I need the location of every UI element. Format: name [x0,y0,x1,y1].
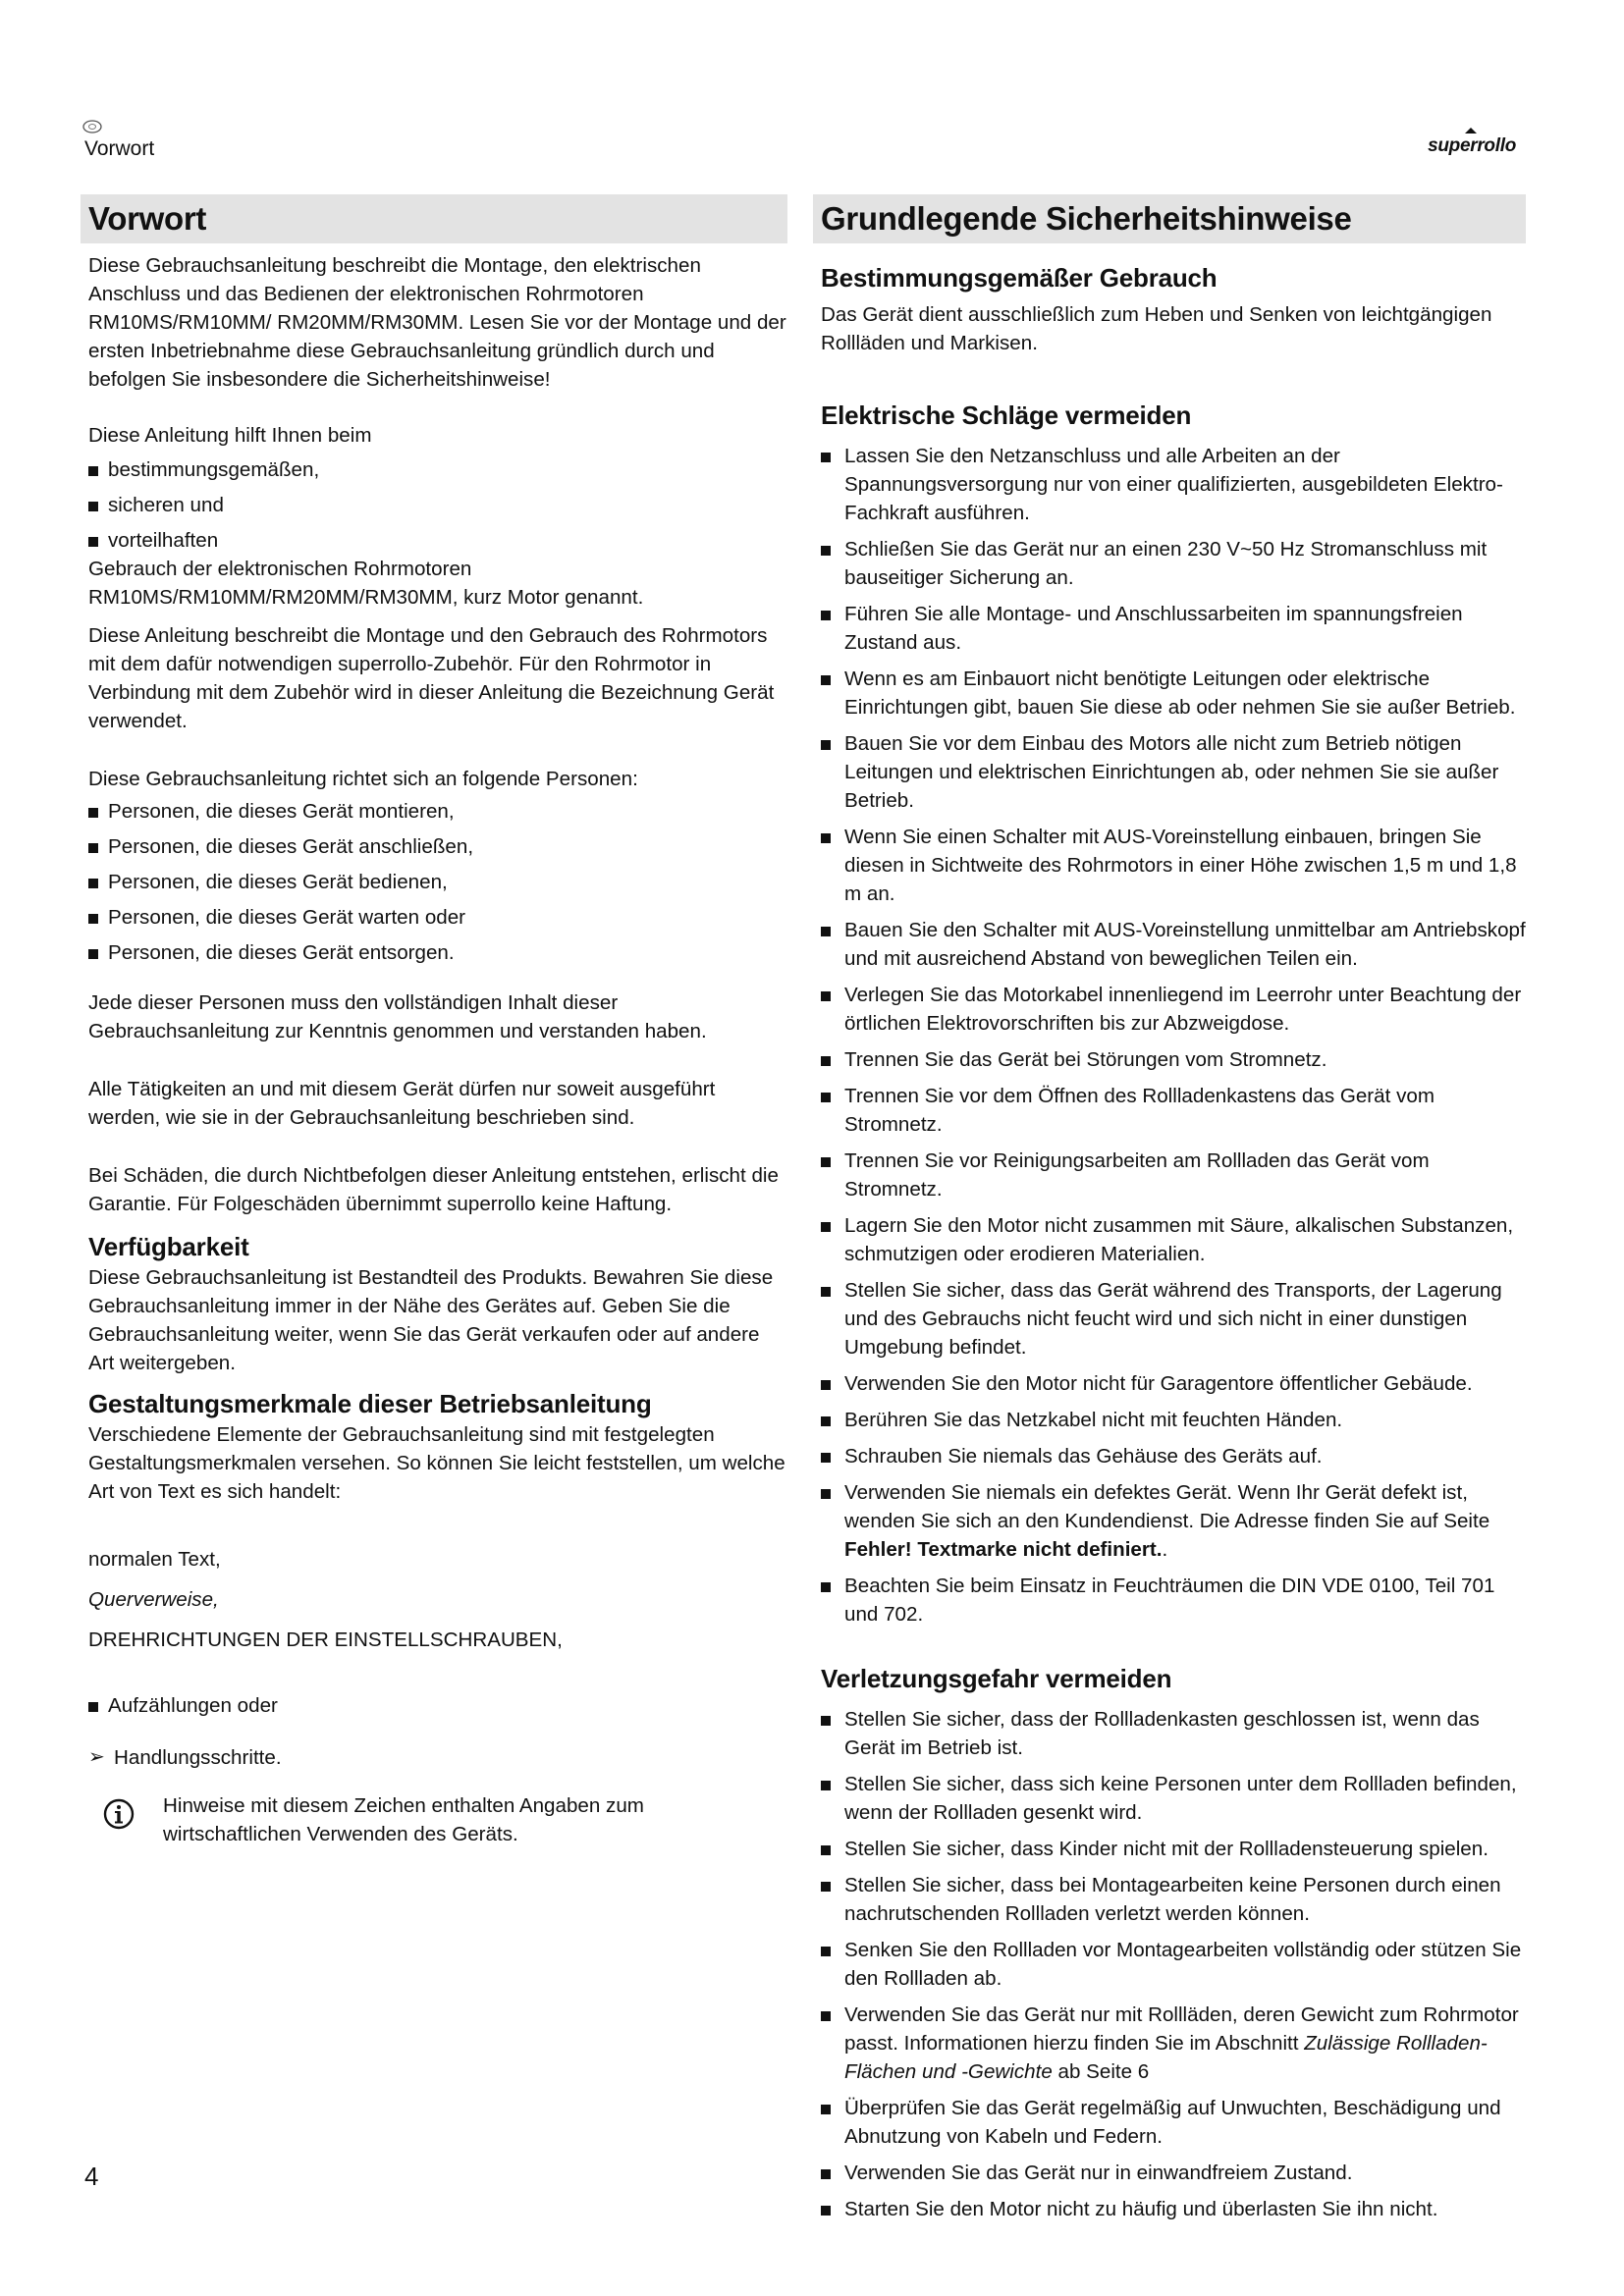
example-step [88,1743,787,1772]
audience-lead: Diese Gebrauchsanleitung richtet sich an folgende Personen: [88,768,638,790]
section-banner-sicherheit: Grundlegende Sicherheitshinweise [813,194,1526,243]
list-item: Berühren Sie das Netzkabel nicht mit feuchten Händen. [821,1406,1526,1434]
list-item: Stellen Sie sicher, dass Kinder nicht mit der Rollladensteuerung spielen. [821,1835,1526,1863]
list-item: Trennen Sie das Gerät bei Störungen vom Stromnetz. [821,1045,1526,1074]
list-item: Personen, die dieses Gerät anschließen, [88,832,787,861]
list-item: Personen, die dieses Gerät montieren, [88,797,787,826]
intro-paragraph: Diese Gebrauchsanleitung beschreibt die Montage, den elektrischen Anschluss und das Bedienen der elektronischen Rohrmotoren RM10MS/RM10MM/ RM20MM/RM30MM. Lesen Sie vor der Montage und der ersten Inbetriebnahme diese Gebrauchsanleitung gründlich durch und befolgen Sie insbesondere die Sicherheitshinweise! [88,254,786,391]
list-item: Wenn Sie einen Schalter mit AUS-Voreinstellung einbauen, bringen Sie diesen in Sichtweite des Rohrmotors in einer Höhe zwischen 1,5 m und 1,8 m an. [821,823,1526,908]
electric-shock-list [813,442,1526,1629]
list-item: Stellen Sie sicher, dass das Gerät während des Transports, der Lagerung und des Gebrauchs nicht feucht wird und sich nicht in einer dunstigen Umgebung befindet. [821,1276,1526,1362]
example-caps-text: DREHRICHTUNGEN DER EINSTELLSCHRAUBEN, [88,1629,563,1651]
design-paragraph: Verschiedene Elemente der Gebrauchsanleitung sind mit festgelegten Gestaltungsmerkmalen versehen. So können Sie leicht feststellen, um welche Art von Text es sich handelt: [88,1423,785,1503]
list-item: vorteilhaften [88,526,787,555]
list-item: Bauen Sie vor dem Einbau des Motors alle nicht zum Betrieb nötigen Leitungen und elektrischen Einrichtungen ab, oder nehmen Sie sie außer Betrieb. [821,729,1526,815]
page-number: 4 [84,2162,99,2191]
weight-crossref-link[interactable]: Zulässige Rollladen-Flächen und -Gewichte [844,2032,1488,2083]
example-crossref-text: Querverweise, [88,1588,219,1611]
defect-device-end: . [1162,1538,1168,1561]
list-item: sicheren und [88,491,787,519]
example-normal-text: normalen Text, [88,1548,221,1571]
list-item: Lassen Sie den Netzanschluss und alle Arbeiten an der Spannungsversorgung nur von einer qualifizierten, ausgebildeten Elektro-Fachkraft ausführen. [821,442,1526,527]
list-item: Senken Sie den Rollladen vor Montagearbeiten vollständig oder stützen Sie den Rollladen ab. [821,1936,1526,1993]
header-section-label: Vorwort [84,137,155,160]
list-item: Stellen Sie sicher, dass sich keine Personen unter dem Rollladen befinden, wenn der Rollladen gesenkt wird. [821,1770,1526,1827]
list-item: Personen, die dieses Gerät warten oder [88,903,787,932]
list-item: Verlegen Sie das Motorkabel innenliegend im Leerrohr unter Beachtung der örtlichen Elektrovorschriften bis zur Abzweigdose. [821,981,1526,1038]
availability-heading: Verfügbarkeit [88,1232,249,1261]
injury-heading: Verletzungsgefahr vermeiden [821,1664,1172,1693]
info-icon [102,1797,135,1831]
brand-logo-text: superrollo [1428,135,1516,156]
help-tail: Gebrauch der elektronischen Rohrmotoren RM10MS/RM10MM/RM20MM/RM30MM, kurz Motor genannt. [88,558,644,609]
right-column [813,194,1526,2231]
list-item: Wenn es am Einbauort nicht benötigte Leitungen oder elektrische Einrichtungen gibt, bauen Sie diese ab oder nehmen Sie sie außer Betrieb. [821,665,1526,721]
electric-shock-heading: Elektrische Schläge vermeiden [821,400,1192,430]
intended-use-paragraph: Das Gerät dient ausschließlich zum Heben und Senken von leichtgängigen Rollläden und Markisen. [821,303,1492,354]
list-item: Trennen Sie vor dem Öffnen des Rollladenkastens das Gerät vom Stromnetz. [821,1082,1526,1139]
list-item: Trennen Sie vor Reinigungsarbeiten am Rollladen das Gerät vom Stromnetz. [821,1147,1526,1203]
list-item: bestimmungsgemäßen, [88,455,787,484]
list-item: Stellen Sie sicher, dass der Rollladenkasten geschlossen ist, wenn das Gerät im Betrieb ist. [821,1705,1526,1762]
list-item: Bauen Sie den Schalter mit AUS-Voreinstellung unmittelbar am Antriebskopf und mit ausreichend Abstand von beweglichen Teilen ein. [821,916,1526,973]
defect-device-item [821,1478,1526,1564]
arrow-right-icon: ➢ [88,1746,105,1768]
audience-list [81,797,787,967]
list-item: Verwenden Sie den Motor nicht für Garagentore öffentlicher Gebäude. [821,1369,1526,1398]
list-item: Lagern Sie den Motor nicht zusammen mit Säure, alkalischen Substanzen, schmutzigen oder erodieren Materialien. [821,1211,1526,1268]
globe-icon [82,120,102,133]
example-step-text: Handlungsschritte. [114,1746,282,1769]
list-item: Schrauben Sie niemals das Gehäuse des Geräts auf. [821,1442,1526,1470]
list-item: Stellen Sie sicher, dass bei Montagearbeiten keine Personen durch einen nachrutschenden Rollladen verletzt werden können. [821,1871,1526,1928]
list-item: Schließen Sie das Gerät nur an einen 230 V~50 Hz Stromanschluss mit bauseitiger Sicherung an. [821,535,1526,592]
list-item: Personen, die dieses Gerät bedienen, [88,868,787,896]
injury-list [813,1705,1526,2223]
bookmark-error-text: Fehler! Textmarke nicht definiert. [844,1538,1163,1561]
must-read-paragraph: Jede dieser Personen muss den vollständigen Inhalt dieser Gebrauchsanleitung zur Kenntnis genommen und verstanden haben. [88,991,707,1042]
activities-paragraph: Alle Tätigkeiten an und mit diesem Gerät dürfen nur soweit ausgeführt werden, wie sie in der Gebrauchsanleitung beschrieben sind. [88,1078,716,1129]
brand-logo [1428,135,1516,157]
info-note-text: Hinweise mit diesem Zeichen enthalten Angaben zum wirtschaftlichen Verwenden des Geräts. [163,1794,644,1845]
list-item: Führen Sie alle Montage- und Anschlussarbeiten im spannungsfreien Zustand aus. [821,600,1526,657]
din-vde-item: Beachten Sie beim Einsatz in Feuchträumen die DIN VDE 0100, Teil 701 und 702. [821,1572,1526,1629]
list-item: Verwenden Sie das Gerät nur in einwandfreiem Zustand. [821,2159,1526,2187]
liability-paragraph: Bei Schäden, die durch Nichtbefolgen dieser Anleitung entstehen, erlischt die Garantie. Für Folgeschäden übernimmt superrollo keine Haftung. [88,1164,779,1215]
help-list [81,455,787,555]
left-column [81,194,787,1848]
availability-paragraph: Diese Gebrauchsanleitung ist Bestandteil des Produkts. Bewahren Sie diese Gebrauchsanleitung immer in der Nähe des Gerätes auf. Geben Sie die Gebrauchsanleitung weiter, wenn Sie das Gerät verkaufen oder auf andere Art weitergeben. [88,1266,774,1374]
section-banner-vorwort: Vorwort [81,194,787,243]
list-item: Personen, die dieses Gerät entsorgen. [88,938,787,967]
weight-item-end: ab Seite 6 [1052,2060,1150,2083]
weight-item-text: Verwenden Sie das Gerät nur mit Rollläden, deren Gewicht zum Rohrmotor passt. Informationen hierzu finden Sie im Abschnitt [844,2003,1519,2055]
weight-item [821,2001,1526,2086]
example-bullet-item: Aufzählungen oder [88,1691,787,1720]
intended-use-heading: Bestimmungsgemäßer Gebrauch [821,263,1218,293]
describes-paragraph: Diese Anleitung beschreibt die Montage und den Gebrauch des Rohrmotors mit dem dafür notwendigen superrollo-Zubehör. Für den Rohrmotor in Verbindung mit dem Zubehör wird in dieser Anleitung die Bezeichnung Gerät verwendet. [88,624,775,732]
info-note [88,1791,787,1848]
list-item: Überprüfen Sie das Gerät regelmäßig auf Unwuchten, Beschädigung und Abnutzung von Kabeln und Federn. [821,2094,1526,2151]
help-lead: Diese Anleitung hilft Ihnen beim [88,424,372,447]
brand-logo-mark [1465,128,1477,137]
list-item: Starten Sie den Motor nicht zu häufig und überlasten Sie ihn nicht. [821,2195,1526,2223]
design-heading: Gestaltungsmerkmale dieser Betriebsanleitung [88,1389,652,1418]
defect-device-text: Verwenden Sie niemals ein defektes Gerät. Wenn Ihr Gerät defekt ist, wenden Sie sich an den Kundendienst. Die Adresse finden Sie auf Seite [844,1481,1490,1532]
example-bullet-list [81,1691,787,1720]
